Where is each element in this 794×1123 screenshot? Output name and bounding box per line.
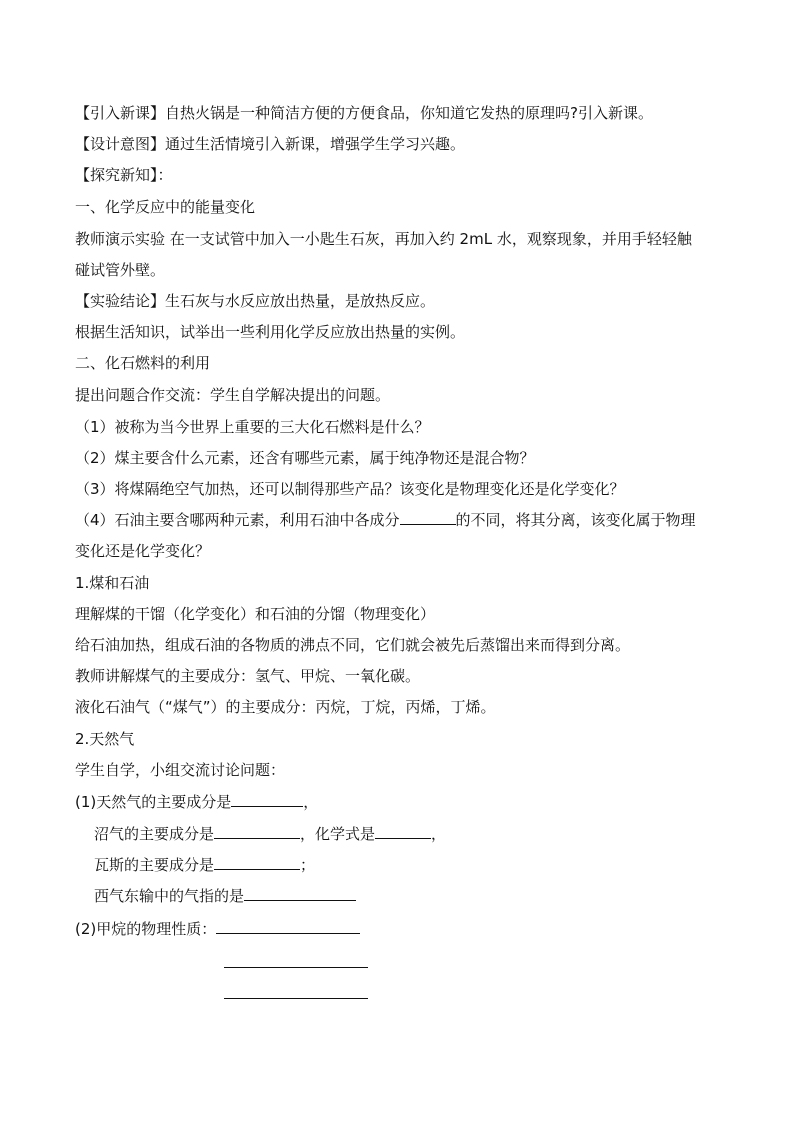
fill-blank xyxy=(214,855,300,870)
coal-oil-understanding: 理解煤的干馏（化学变化）和石油的分馏（物理变化） xyxy=(75,605,436,623)
explore-heading: 【探究新知】： xyxy=(75,166,173,184)
question-4-text-a: （4）石油主要含哪两种元素，利用石油中各成分 xyxy=(75,511,400,529)
methane-properties-text: (2)甲烷的物理性质： xyxy=(75,920,217,938)
punctuation: ， xyxy=(431,825,447,843)
section-1-heading: 一、化学反应中的能量变化 xyxy=(75,198,256,216)
natural-gas-heading: 2.天然气 xyxy=(75,730,135,748)
fill-blank xyxy=(214,824,300,839)
question-4-cont: 变化还是化学变化？ xyxy=(75,542,211,560)
west-east-gas-text: 西气东输中的气指的是 xyxy=(94,887,245,905)
natural-gas-question-1 xyxy=(75,792,318,812)
question-4-text-b: 的不同，将其分离，该变化属于物理 xyxy=(455,511,696,529)
demo-experiment-text: 教师演示实验 在一支试管中加入一小匙生石灰，再加入约 2mL 水，观察现象，并用手轻轻触 xyxy=(75,230,692,248)
discussion-prompt: 提出问题合作交流：学生自学解决提出的问题。 xyxy=(75,386,391,404)
marsh-gas-text: 沼气的主要成分是 xyxy=(94,825,215,843)
coal-gas-composition: 教师讲解煤气的主要成分：氢气、甲烷、一氧化碳。 xyxy=(75,667,421,685)
punctuation: ； xyxy=(300,856,316,874)
methane-properties-question xyxy=(75,919,360,939)
firedamp-text: 瓦斯的主要成分是 xyxy=(94,856,215,874)
formula-text: ，化学式是 xyxy=(300,825,376,843)
design-intent-paragraph: 【设计意图】通过生活情境引入新课，增强学生学习兴趣。 xyxy=(75,135,466,153)
fill-blank xyxy=(231,792,303,807)
fractional-distillation-text: 给石油加热，组成石油的各物质的沸点不同，它们就会被先后蒸馏出来而得到分离。 xyxy=(75,636,631,654)
question-3: （3）将煤隔绝空气加热，还可以制得那些产品？该变化是物理变化还是化学变化？ xyxy=(75,480,625,498)
answer-line xyxy=(224,967,368,968)
marsh-gas-question xyxy=(94,824,446,844)
fill-blank xyxy=(244,886,356,901)
fill-blank xyxy=(400,510,456,525)
coal-oil-heading: 1.煤和石油 xyxy=(75,574,150,592)
question-2: （2）煤主要含什么元素，还含有哪些元素，属于纯净物还是混合物？ xyxy=(75,449,535,467)
life-example-prompt: 根据生活知识，试举出一些利用化学反应放出热量的实例。 xyxy=(75,323,466,341)
firedamp-question xyxy=(94,855,315,875)
punctuation: ， xyxy=(303,793,319,811)
question-1: （1）被称为当今世界上重要的三大化石燃料是什么？ xyxy=(75,418,430,436)
question-4 xyxy=(75,510,696,530)
group-discussion-prompt: 学生自学，小组交流讨论问题： xyxy=(75,761,286,779)
intro-paragraph: 【引入新课】自热火锅是一种简洁方便的方便食品，你知道它发热的原理吗?引入新课。 xyxy=(75,104,653,122)
lpg-composition: 液化石油气（“煤气”）的主要成分：丙烷，丁烷，丙烯，丁烯。 xyxy=(75,698,496,716)
west-east-gas-question xyxy=(94,886,356,906)
fill-blank xyxy=(216,919,360,934)
answer-line xyxy=(224,998,368,999)
demo-experiment-text-cont: 碰试管外壁。 xyxy=(75,261,166,279)
section-2-heading: 二、化石燃料的利用 xyxy=(75,354,211,372)
natural-gas-text: (1)天然气的主要成分是 xyxy=(75,793,232,811)
experiment-conclusion: 【实验结论】生石灰与水反应放出热量，是放热反应。 xyxy=(75,292,436,310)
fill-blank xyxy=(375,824,431,839)
